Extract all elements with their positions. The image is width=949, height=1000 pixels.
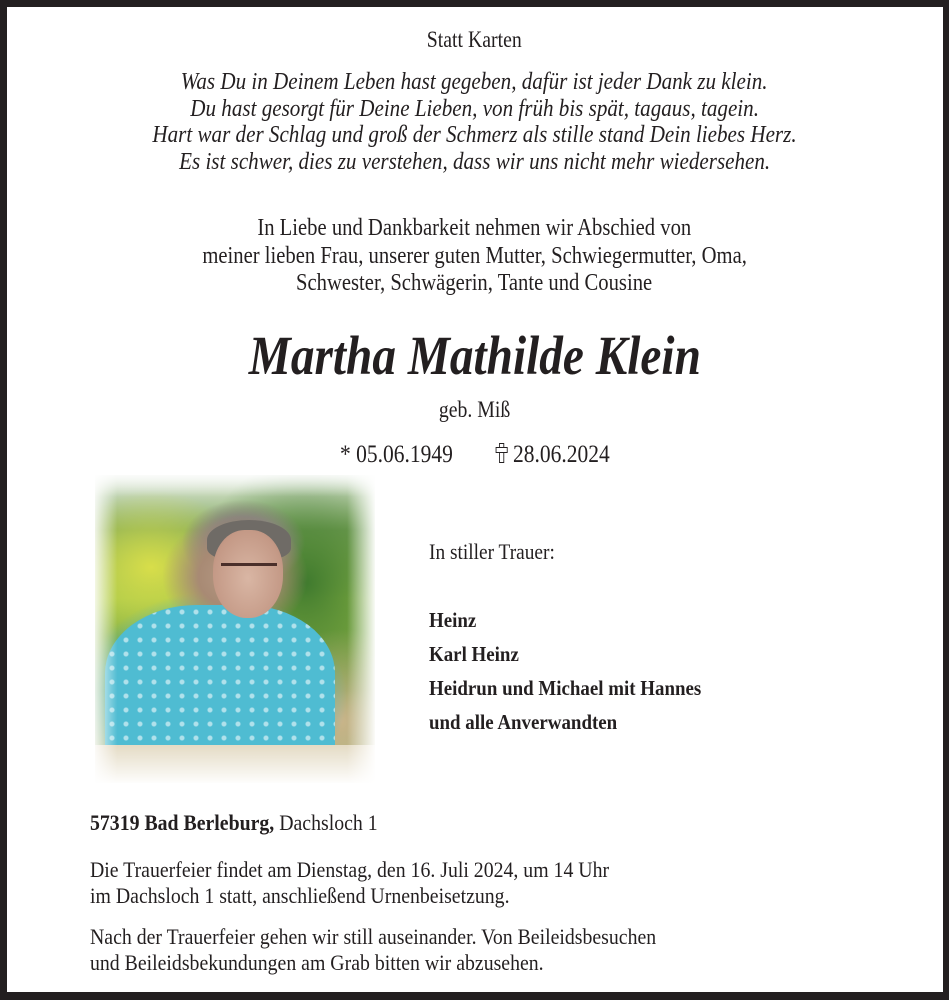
header-statt-karten: Statt Karten	[426, 27, 523, 52]
photo-vignette	[95, 475, 375, 783]
mourners-block	[429, 535, 738, 739]
cross-icon	[495, 443, 507, 463]
address-city: 57319 Bad Berleburg,	[90, 810, 275, 835]
mourner-name: Heidrun und Michael mit Hannes	[429, 676, 702, 700]
poem-line: Es ist schwer, dies zu verstehen, dass wir uns nicht mehr wiedersehen.	[178, 147, 771, 175]
address-street: Dachsloch 1	[279, 810, 378, 835]
poem-line: Was Du in Deinem Leben hast gegeben, dafür ist jeder Dank zu klein.	[181, 68, 768, 95]
intro-line: In Liebe und Dankbarkeit nehmen wir Abschied von	[257, 215, 692, 241]
intro-text	[0, 215, 949, 298]
death-date: 28.06.2024	[512, 441, 610, 468]
intro-line: Schwester, Schwägerin, Tante und Cousine	[296, 270, 653, 296]
portrait-photo	[95, 475, 375, 783]
mourners-lead: In stiller Trauer:	[429, 539, 555, 564]
birth-symbol: *	[339, 441, 351, 468]
life-dates	[0, 441, 949, 469]
intro-line: meiner lieben Frau, unserer guten Mutter, Schwiegermutter, Oma,	[202, 242, 747, 269]
poem-line: Du hast gesorgt für Deine Lieben, von früh bis spät, tagaus, tagein.	[190, 94, 759, 122]
mourner-name: Heinz	[429, 608, 477, 632]
deceased-name: Martha Mathilde Klein	[248, 325, 701, 386]
address-line	[90, 810, 417, 836]
closing-note	[90, 924, 733, 976]
poem	[0, 69, 949, 175]
closing-line: und Beileidsbekundungen am Grab bitten wir abzusehen.	[90, 950, 544, 975]
birth-date: 05.06.1949	[355, 441, 453, 468]
funeral-info	[90, 857, 680, 909]
funeral-line: Die Trauerfeier findet am Dienstag, den 16. Juli 2024, um 14 Uhr	[90, 857, 610, 882]
maiden-name: geb. Miß	[438, 397, 511, 422]
mourner-name: Karl Heinz	[429, 642, 519, 666]
funeral-line: im Dachsloch 1 statt, anschließend Urnenbeisetzung.	[90, 883, 510, 908]
closing-line: Nach der Trauerfeier gehen wir still auseinander. Von Beileidsbesuchen	[90, 924, 657, 949]
poem-line: Hart war der Schlag und groß der Schmerz als stille stand Dein liebes Herz.	[152, 121, 797, 148]
mourner-name: und alle Anverwandten	[429, 710, 618, 734]
